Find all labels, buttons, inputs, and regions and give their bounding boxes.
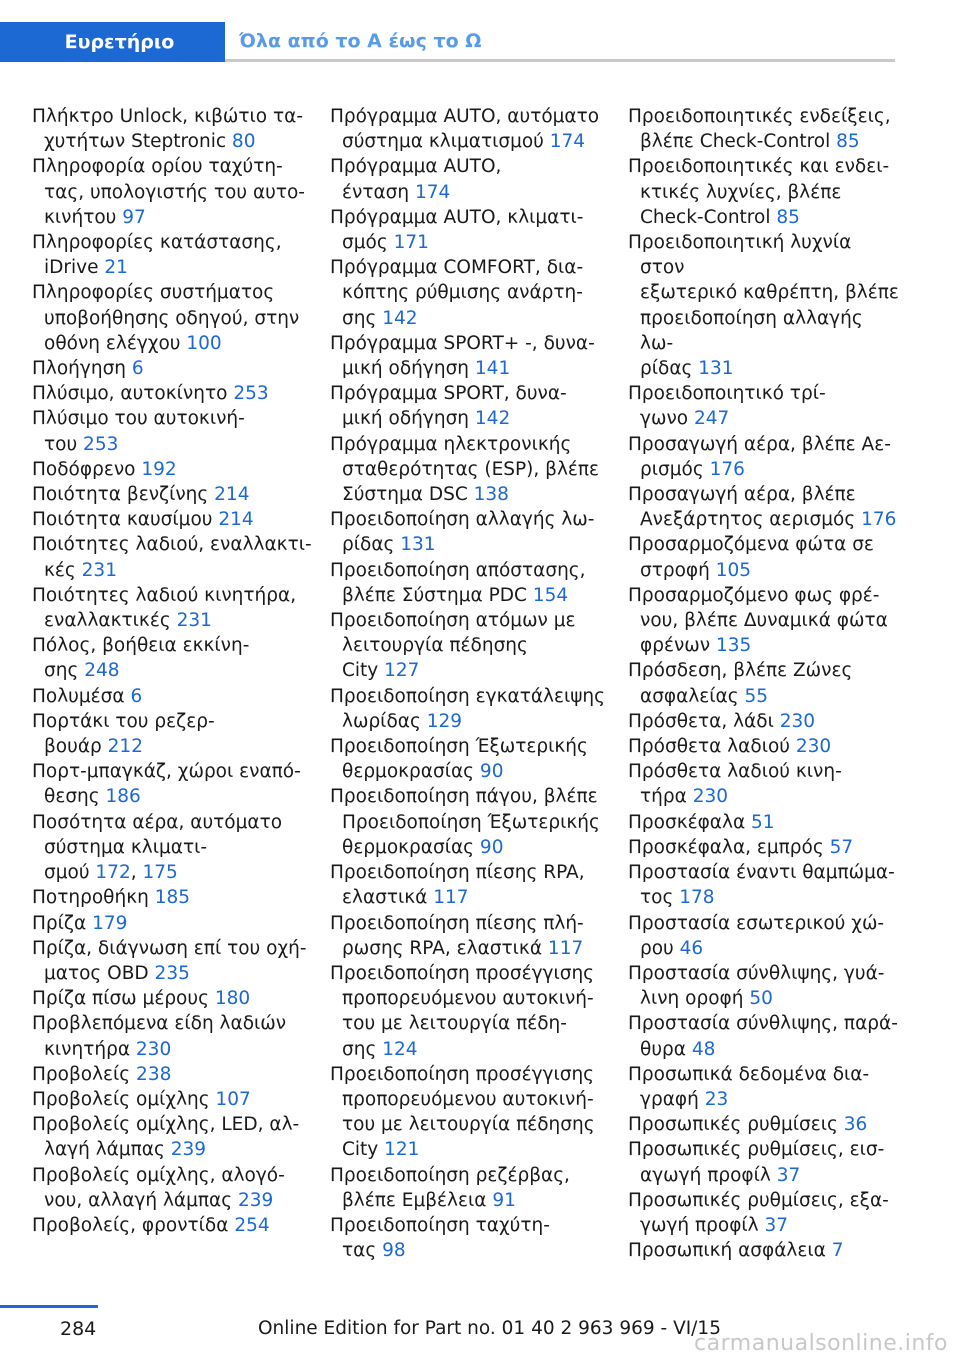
- index-entry: [32, 406, 322, 456]
- index-entry-text: Πρόγραμμα COMFORT, δια-: [330, 257, 584, 279]
- index-entry: [628, 1137, 900, 1187]
- index-entry-text: σης: [342, 307, 383, 329]
- index-entry: [32, 381, 322, 406]
- index-entry: [330, 1062, 620, 1163]
- index-entry-text: Προστασία σύνθλιψης, γυά-: [628, 962, 885, 984]
- index-entry-text: Πρόγραμμα SPORT, δυνα-: [330, 383, 567, 405]
- index-entry-text: οθόνη ελέγχου: [44, 332, 187, 354]
- index-entry-text: υποβοήθησης οδηγού, στην: [44, 307, 300, 329]
- index-entry-text: Προειδοποίηση Έξωτερικής: [342, 811, 600, 833]
- index-entry-text: ασφαλείας: [640, 685, 745, 707]
- index-entry-text: Πρόσθετα λαδιού: [628, 736, 796, 758]
- index-entry: [628, 1188, 900, 1238]
- index-entry: [628, 1011, 900, 1061]
- page-link[interactable]: 238: [136, 1063, 172, 1085]
- index-entry-text: Πρόγραμμα ηλεκτρονικής: [330, 433, 572, 455]
- index-entry: [32, 759, 322, 809]
- index-entry: [628, 1062, 900, 1112]
- index-entry-text: προπορευόμενου αυτοκινή-: [342, 1088, 594, 1110]
- index-entry-text: προπορευόμενου αυτοκινή-: [342, 988, 594, 1010]
- index-entry-text: Πρόσθετα λαδιού κινη-: [628, 761, 842, 783]
- index-entry-text: Προβολείς ομίχλης, αλογό-: [32, 1164, 285, 1186]
- page-link[interactable]: 230: [795, 736, 832, 758]
- page-link[interactable]: 97: [122, 206, 146, 228]
- index-entry-text: Ποδόφρενο: [32, 458, 142, 480]
- index-entry-text: σμός: [342, 232, 394, 254]
- index-entry-text: Προσκέφαλα, εμπρός: [628, 836, 830, 858]
- page-link[interactable]: 131: [400, 534, 436, 556]
- index-entry: [32, 1011, 322, 1061]
- page-link[interactable]: 180: [214, 988, 251, 1010]
- index-entry-text: Προστασία εσωτερικού χώ-: [628, 912, 885, 934]
- index-entry: [330, 432, 620, 508]
- index-entry: [330, 507, 620, 557]
- page-link[interactable]: 212: [107, 736, 143, 758]
- index-entry-text: Ποιότητες λαδιού κινητήρα,: [32, 584, 297, 606]
- index-entry-text: Πρόσθετα, λάδι: [628, 710, 780, 732]
- index-entry-text: σμού: [44, 862, 96, 884]
- index-entry: [32, 633, 322, 683]
- index-entry-text: Προβολείς ομίχλης: [32, 1088, 216, 1110]
- index-entry: [628, 734, 900, 759]
- page-link[interactable]: 214: [214, 484, 250, 506]
- page-link[interactable]: 253: [83, 433, 119, 455]
- index-entry-text: Προσαρμοζόμενο φως φρέ-: [628, 584, 880, 606]
- index-entry: [628, 961, 900, 1011]
- index-entry-text: Προβλεπόμενα είδη λαδιών: [32, 1013, 287, 1035]
- index-entry-text: εξωτερικό καθρέπτη, βλέπε: [640, 282, 899, 304]
- index-entry-text: τας: [342, 1240, 383, 1262]
- index-column-3: [628, 104, 900, 1263]
- index-entry-text: Προειδοποίηση πίεσης πλή-: [330, 912, 584, 934]
- index-entry-text: Πρόγραμμα SPORT+ -, δυνα-: [330, 332, 595, 354]
- index-entry-text: λειτουργία πέδησης: [342, 635, 528, 657]
- index-entry-text: κτικές λυχνίες, βλέπε: [640, 181, 842, 203]
- index-entry-text: Προσκέφαλα: [628, 811, 752, 833]
- index-entry-text: Προειδοποίηση προσέγγισης: [330, 1063, 595, 1085]
- index-entry: [628, 230, 900, 381]
- index-entry: Ποσότητα αέρα, αυτόματο σύστημα κλιματι- σμού 172, 175: [32, 811, 283, 884]
- index-entry-text: Ποσότητα αέρα, αυτόματο: [32, 811, 283, 833]
- index-entry-text: iDrive: [44, 257, 105, 279]
- index-entry-text: σύστημα κλιματι-: [44, 836, 208, 858]
- page-link[interactable]: 142: [474, 408, 511, 430]
- index-entry: [330, 104, 620, 154]
- page-link[interactable]: 141: [474, 358, 511, 380]
- index-entry-text: λινη οροφή: [640, 988, 750, 1010]
- index-entry-text: Προσωπικές ρυθμίσεις, εξα-: [628, 1189, 889, 1211]
- page-link[interactable]: 175: [142, 862, 178, 884]
- index-entry-text: Πρόσδεση, βλέπε Ζώνες: [628, 660, 853, 682]
- index-entry-text: νου, αλλαγή λάμπας: [44, 1189, 238, 1211]
- page-link[interactable]: 90: [479, 836, 504, 858]
- index-entry: [628, 1112, 900, 1137]
- index-entry: [628, 583, 900, 659]
- index-entry-text: Προειδοποίηση ρεζέρβας,: [330, 1164, 570, 1186]
- index-entry-text: Πληροφορία ορίου ταχύτη-: [32, 156, 283, 178]
- index-entry: [628, 709, 900, 734]
- index-entry: [330, 911, 620, 961]
- index-entry: [32, 1112, 322, 1162]
- index-entry: [32, 457, 322, 482]
- index-entry-text: του με λειτουργία πέδη-: [342, 1013, 567, 1035]
- index-entry: [628, 759, 900, 809]
- page-link[interactable]: 253: [233, 383, 269, 405]
- page-link[interactable]: 57: [829, 836, 854, 858]
- index-entry: [330, 255, 620, 331]
- page-link[interactable]: 23: [704, 1088, 729, 1110]
- page-link[interactable]: 230: [692, 786, 728, 808]
- page-link[interactable]: 107: [215, 1088, 251, 1110]
- page-link[interactable]: 85: [836, 131, 860, 153]
- index-entry-text: Προειδοποίηση αλλαγής λω-: [330, 509, 595, 531]
- index-entry-text: Προειδοποίηση Έξωτερικής: [330, 736, 588, 758]
- index-entry-text: Πρίζα, διάγνωση επί του οχή-: [32, 937, 307, 959]
- index-entry: [32, 482, 322, 507]
- page-link[interactable]: 105: [715, 559, 752, 581]
- page-link[interactable]: 121: [384, 1139, 420, 1161]
- page-link[interactable]: 171: [393, 232, 429, 254]
- index-entry-text: Προειδοποιητικές ενδείξεις,: [628, 106, 891, 127]
- index-entry: [32, 684, 322, 709]
- page-link[interactable]: 172: [95, 862, 131, 884]
- index-entry-text: Check-Control: [640, 206, 777, 228]
- index-entry-text: Ανεξάρτητος αερισμός: [640, 509, 862, 531]
- index-entry-text: φρένων: [640, 635, 716, 657]
- index-entry: [32, 532, 322, 582]
- page-link[interactable]: 46: [679, 937, 704, 959]
- index-entry: [32, 1163, 322, 1213]
- index-entry: [628, 104, 900, 154]
- index-entry: [330, 381, 620, 431]
- page-link[interactable]: 48: [691, 1038, 716, 1060]
- index-entry-text: ελαστικά: [342, 887, 434, 909]
- index-entry-text: του: [44, 433, 84, 455]
- page-link[interactable]: 230: [135, 1038, 172, 1060]
- page-link[interactable]: 185: [154, 887, 191, 909]
- index-entry: [32, 709, 322, 759]
- index-entry-text: Προβολείς ομίχλης, LED, αλ-: [32, 1114, 300, 1136]
- page-link[interactable]: 154: [532, 584, 569, 606]
- page-link[interactable]: 142: [382, 307, 418, 329]
- page-link[interactable]: 231: [81, 559, 117, 581]
- index-entry-text: Προβολείς: [32, 1063, 137, 1085]
- index-entry: [32, 280, 322, 356]
- index-entry: [330, 608, 620, 684]
- page-link[interactable]: 176: [861, 509, 897, 531]
- index-entry-text: γωνο: [640, 408, 694, 430]
- index-entry-text: Πλύσιμο του αυτοκινή-: [32, 408, 245, 430]
- index-entry-text: City: [342, 1139, 385, 1161]
- index-entry-text: ρου: [640, 937, 680, 959]
- index-column-1: [32, 104, 322, 1238]
- index-entry-text: Προβολείς, φροντίδα: [32, 1214, 235, 1236]
- index-entry-text: ματος OBD: [44, 962, 155, 984]
- footer-accent-line: [0, 1305, 98, 1308]
- page-link[interactable]: 179: [92, 912, 128, 934]
- index-entry: [32, 1213, 322, 1238]
- page-link[interactable]: 98: [382, 1240, 406, 1262]
- index-entry: [628, 154, 900, 230]
- page-link[interactable]: 7: [831, 1240, 844, 1262]
- page-link[interactable]: 239: [237, 1189, 274, 1211]
- page-link[interactable]: 55: [744, 685, 769, 707]
- index-entry-text: Πλήκτρο Unlock, κιβώτιο τα-: [32, 106, 304, 127]
- breadcrumb[interactable]: Όλα από το Α έως το Ω: [225, 22, 895, 62]
- page-link[interactable]: 248: [84, 660, 120, 682]
- index-entry-text: στροφή: [640, 559, 716, 581]
- index-entry: [628, 835, 900, 860]
- index-entry-text: θυρα: [640, 1038, 692, 1060]
- page-link[interactable]: 6: [130, 685, 143, 707]
- page-link[interactable]: 138: [473, 484, 509, 506]
- watermark: carmanualsonline.info: [694, 1331, 948, 1356]
- page-link[interactable]: 230: [779, 710, 816, 732]
- index-entry: [330, 1163, 620, 1213]
- index-entry-text: εναλλακτικές: [44, 610, 177, 632]
- index-entry-text: Πορτ-μπαγκάζ, χώροι εναπό-: [32, 761, 301, 783]
- index-entry: [628, 658, 900, 708]
- page-link[interactable]: 239: [170, 1139, 206, 1161]
- page-link[interactable]: 117: [547, 937, 584, 959]
- index-entry-text: τος: [640, 887, 680, 909]
- index-entry-text: ρίδας: [640, 358, 699, 380]
- page-link[interactable]: 176: [709, 458, 745, 480]
- page-link[interactable]: 129: [426, 710, 463, 732]
- header-bar: [0, 22, 895, 62]
- index-entry-text: του με λειτουργία πέδησης: [342, 1114, 595, 1136]
- index-entry-text: Ποτηροθήκη: [32, 887, 155, 909]
- index-entry: [330, 331, 620, 381]
- page-link[interactable]: 36: [843, 1114, 868, 1136]
- index-entry-text: κές: [44, 559, 82, 581]
- index-entry-text: ένταση: [342, 181, 415, 203]
- index-entry-text: Πρίζα πίσω μέρους: [32, 988, 215, 1010]
- index-entry: [32, 356, 322, 381]
- index-entry-text: Πρόγραμμα AUTO, κλιματι-: [330, 206, 584, 228]
- index-entry-text: Σύστημα DSC: [342, 484, 474, 506]
- page-link[interactable]: 178: [679, 887, 715, 909]
- page-link[interactable]: 254: [234, 1214, 270, 1236]
- page-link[interactable]: 131: [698, 358, 734, 380]
- index-entry-text: Προσαγωγή αέρα, βλέπε Αε-: [628, 433, 891, 455]
- index-entry: [32, 936, 322, 986]
- index-entry-text: Προειδοποιητικές και ενδει-: [628, 156, 890, 178]
- index-entry-text: Ποιότητα βενζίνης: [32, 484, 215, 506]
- index-column-2: [330, 104, 620, 1263]
- index-entry-text: προειδοποίηση αλλαγής λω-: [640, 307, 863, 354]
- index-entry-text: Προειδοποίηση προσέγγισης: [330, 962, 595, 984]
- page-link[interactable]: 85: [776, 206, 800, 228]
- index-entry-text: σης: [342, 1038, 383, 1060]
- index-entry-text: μική οδήγηση: [342, 358, 475, 380]
- page-link[interactable]: 192: [141, 458, 177, 480]
- page-link[interactable]: 51: [751, 811, 775, 833]
- index-entry-text: Προσαγωγή αέρα, βλέπε: [628, 484, 856, 506]
- index-entry-text: Προειδοποίηση πάγου, βλέπε: [330, 786, 598, 808]
- index-entry: [330, 684, 620, 734]
- index-entry-text: θερμοκρασίας: [342, 761, 480, 783]
- page-link[interactable]: 37: [776, 1164, 801, 1186]
- index-entry: [628, 532, 900, 582]
- index-entry-text: γραφή: [640, 1088, 705, 1110]
- page-link[interactable]: 90: [479, 761, 504, 783]
- page-link[interactable]: 100: [186, 332, 222, 354]
- index-entry-text: ρωσης RPA, ελαστικά: [342, 937, 548, 959]
- index-entry: [628, 860, 900, 910]
- index-entry: [628, 911, 900, 961]
- index-entry-text: βουάρ: [44, 736, 108, 758]
- page-link[interactable]: 247: [693, 408, 730, 430]
- page-link[interactable]: 186: [105, 786, 141, 808]
- index-entry-text: λωρίδας: [342, 710, 427, 732]
- index-entry-text: κινήτου: [44, 206, 123, 228]
- index-entry: [32, 885, 322, 910]
- index-entry-text: Προειδοποιητική λυχνία στον: [628, 232, 852, 279]
- index-entry: [330, 860, 620, 910]
- index-entry-text: Πρίζα: [32, 912, 93, 934]
- edition-text: Online Edition for Part no. 01 40 2 963 969 - VI/15: [258, 1318, 721, 1339]
- index-entry: [32, 986, 322, 1011]
- index-entry-text: σης: [44, 660, 85, 682]
- index-entry-text: Προειδοποίηση εγκατάλειψης: [330, 685, 606, 707]
- index-entry-text: Πλύσιμο, αυτοκίνητο: [32, 383, 234, 405]
- index-entry-text: Πορτάκι του ρεζερ-: [32, 710, 215, 732]
- index-entry: [32, 104, 322, 154]
- index-entry-text: Προστασία έναντι θαμπώμα-: [628, 862, 895, 884]
- index-entry: [628, 381, 900, 431]
- index-entry-text: σταθερότητας (ESP), βλέπε: [342, 458, 600, 480]
- page-link[interactable]: 6: [131, 358, 144, 380]
- index-entry: [32, 230, 322, 280]
- index-entry: [32, 583, 322, 633]
- index-entry-text: τήρα: [640, 786, 693, 808]
- page-link[interactable]: 21: [104, 257, 128, 279]
- index-entry-text: βλέπε Σύστημα PDC: [342, 584, 533, 606]
- index-entry-text: θερμοκρασίας: [342, 836, 480, 858]
- index-entry: [628, 432, 900, 482]
- page-link[interactable]: 117: [433, 887, 469, 909]
- index-entry-text: Πόλος, βοήθεια εκκίνη-: [32, 635, 250, 657]
- index-entry-text: Πλοήγηση: [32, 358, 132, 380]
- page-link[interactable]: 50: [749, 988, 773, 1010]
- index-entry-text: βλέπε Εμβέλεια: [342, 1189, 493, 1211]
- index-entry-text: νου, βλέπε Δυναμικά φώτα: [640, 610, 888, 632]
- index-entry-text: βλέπε Check-Control: [640, 131, 837, 153]
- index-entry-text: θεσης: [44, 786, 106, 808]
- index-entry-text: Πρόγραμμα AUTO, αυτόματο: [330, 106, 600, 127]
- index-entry-text: Προστασία σύνθλιψης, παρά-: [628, 1013, 898, 1035]
- index-entry-text: Προειδοποίηση απόστασης,: [330, 559, 586, 581]
- index-entry: [32, 154, 322, 230]
- index-entry-text: City: [342, 660, 385, 682]
- index-entry-text: Πληροφορίες κατάστασης,: [32, 232, 282, 254]
- page-link[interactable]: 91: [492, 1189, 516, 1211]
- page-link[interactable]: 135: [716, 635, 752, 657]
- index-entry-text: Προειδοποίηση ατόμων με: [330, 610, 576, 632]
- index-entry-text: λαγή λάμπας: [44, 1139, 171, 1161]
- index-entry: [32, 1062, 322, 1087]
- index-entry: [32, 1087, 322, 1112]
- index-entry: [330, 734, 620, 784]
- page-link[interactable]: 174: [415, 181, 451, 203]
- index-entry: [330, 558, 620, 608]
- index-entry-text: Προσωπική ασφάλεια: [628, 1240, 832, 1262]
- index-entry-text: Προσωπικές ρυθμίσεις, εισ-: [628, 1139, 885, 1161]
- index-entry: [330, 961, 620, 1062]
- page-link[interactable]: 231: [176, 610, 212, 632]
- page-link[interactable]: 235: [154, 962, 190, 984]
- page-link[interactable]: 127: [384, 660, 420, 682]
- index-entry-text: σύστημα κλιματισμού: [342, 131, 550, 153]
- index-entry: [628, 1238, 900, 1263]
- index-entry-text: ρίδας: [342, 534, 401, 556]
- page-number: 284: [60, 1318, 97, 1340]
- tab-index[interactable]: Ευρετήριο: [0, 22, 225, 62]
- index-entry-text: ρισμός: [640, 458, 710, 480]
- index-entry-text: Προειδοποιητικό τρί-: [628, 383, 826, 405]
- index-entry-text: αγωγή προφίλ: [640, 1164, 777, 1186]
- index-entry-text: γωγή προφίλ: [640, 1214, 765, 1236]
- index-entry: [330, 154, 620, 204]
- index-entry-text: Πρόγραμμα AUTO,: [330, 156, 502, 178]
- page-link[interactable]: 37: [764, 1214, 789, 1236]
- page-link[interactable]: 124: [382, 1038, 418, 1060]
- index-entry-text: χυτήτων Steptronic: [44, 131, 232, 153]
- index-entry-text: Προειδοποίηση ταχύτη-: [330, 1214, 550, 1236]
- index-entry-text: Προσωπικές ρυθμίσεις: [628, 1114, 844, 1136]
- index-entry-text: τας, υπολογιστής του αυτο-: [44, 181, 305, 203]
- index-entry-text: Προειδοποίηση πίεσης RPA,: [330, 862, 585, 884]
- index-entry-text: Ποιότητα καυσίμου: [32, 509, 219, 531]
- page-link[interactable]: 214: [218, 509, 254, 531]
- index-entry: [628, 810, 900, 835]
- index-entry: [32, 911, 322, 936]
- index-entry: [32, 507, 322, 532]
- index-entry-text: μική οδήγηση: [342, 408, 475, 430]
- index-entry-text: Ποιότητες λαδιού, εναλλακτι-: [32, 534, 312, 556]
- index-entry-text: Πολυμέσα: [32, 685, 131, 707]
- index-entry-text: Προσωπικά δεδομένα δια-: [628, 1063, 870, 1085]
- index-entry: [628, 482, 900, 532]
- index-entry: [330, 205, 620, 255]
- index-entry-text: Προσαρμοζόμενα φώτα σε: [628, 534, 874, 556]
- page-link[interactable]: 80: [231, 131, 256, 153]
- index-entry: [330, 1213, 620, 1263]
- index-entry: [330, 784, 620, 860]
- page-link[interactable]: 174: [549, 131, 586, 153]
- index-entry-text: κινητήρα: [44, 1038, 136, 1060]
- index-entry-text: κόπτης ρύθμισης ανάρτη-: [342, 282, 583, 304]
- index-entry-text: Πληροφορίες συστήματος: [32, 282, 275, 304]
